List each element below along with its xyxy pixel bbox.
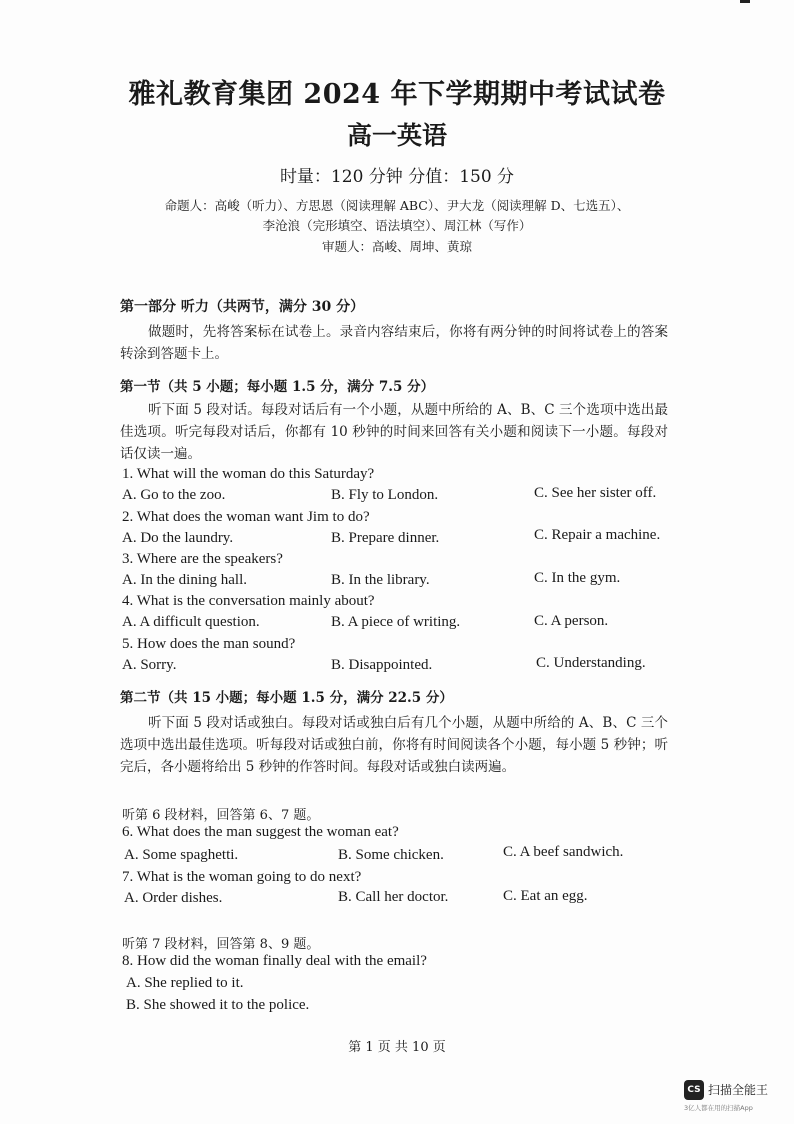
part1-instructions: 做题时，先将答案标在试卷上。录音内容结束后，你将有两分钟的时间将试卷上的答案转涂到答题卡上。: [120, 324, 668, 362]
question-5: 5. How does the man sound?: [122, 636, 296, 652]
question-3-option-b: B. In the library.: [331, 572, 430, 588]
question-8: 8. How did the woman finally deal with the email?: [122, 953, 427, 969]
question-2: 2. What does the woman want Jim to do?: [122, 509, 370, 525]
question-5-option-b: B. Disappointed.: [331, 657, 433, 673]
question-8-option-a: A. She replied to it.: [126, 975, 244, 991]
part1-heading: 第一部分 听力（共两节，满分 30 分）: [120, 299, 365, 315]
section2-instructions: 听下面 5 段对话或独白。每段对话或独白后有几个小题，从题中所给的 A、B、C 三个选项中选出最佳选项。听每段对话或独白前，你将有时间阅读各个小题，每小题 5 秒钟；听完后，各小题将给出 5 秒钟的作答时间。每段对话或独白读两遍。: [120, 715, 668, 775]
question-2-option-c: C. Repair a machine.: [534, 527, 661, 543]
group-7-label: 听第 7 段材料，回答第 8、9 题。: [122, 937, 320, 952]
question-1-option-c: C. See her sister off.: [534, 485, 657, 501]
question-3-option-c: C. In the gym.: [534, 570, 621, 586]
question-2-option-a: A. Do the laundry.: [122, 530, 234, 546]
question-6-option-b: B. Some chicken.: [338, 847, 444, 863]
question-5-option-a: A. Sorry.: [122, 657, 177, 673]
question-7-option-a: A. Order dishes.: [124, 890, 223, 906]
question-8-option-b: B. She showed it to the police.: [126, 997, 310, 1013]
section2-heading: 第二节（共 15 小题；每小题 1.5 分，满分 22.5 分）: [120, 690, 453, 706]
scanner-watermark: [684, 1080, 784, 1116]
scan-corner-mark: [740, 0, 750, 3]
scanner-logo-icon: CS: [684, 1080, 704, 1100]
question-4: 4. What is the conversation mainly about?: [122, 593, 375, 609]
question-1-option-b: B. Fly to London.: [331, 487, 439, 503]
group-6-label: 听第 6 段材料，回答第 6、7 题。: [122, 808, 320, 823]
setters-line-1: 命题人：高峻（听力）、方思恩（阅读理解 ABC）、尹大龙（阅读理解 D、七选五）、: [164, 198, 630, 213]
page-number: 第 1 页 共 10 页: [348, 1040, 446, 1055]
question-1: 1. What will the woman do this Saturday?: [122, 466, 375, 482]
question-4-option-b: B. A piece of writing.: [331, 614, 461, 630]
question-3-option-a: A. In the dining hall.: [122, 572, 247, 588]
scanner-tagline: 3亿人都在用的扫描App: [684, 1104, 753, 1112]
question-7-option-c: C. Eat an egg.: [503, 888, 588, 904]
question-2-option-b: B. Prepare dinner.: [331, 530, 440, 546]
question-3: 3. Where are the speakers?: [122, 551, 283, 567]
scanner-app-name: 扫描全能王: [708, 1083, 769, 1097]
question-7-option-b: B. Call her doctor.: [338, 889, 449, 905]
reviewers-line: 审题人：高峻、周坤、黄琼: [321, 239, 472, 254]
exam-title: 雅礼教育集团 2024 年下学期期中考试试卷: [128, 79, 666, 110]
section1-heading: 第一节（共 5 小题；每小题 1.5 分，满分 7.5 分）: [120, 379, 435, 395]
question-6: 6. What does the man suggest the woman eat?: [122, 824, 399, 840]
question-4-option-a: A. A difficult question.: [122, 614, 260, 630]
question-7: 7. What is the woman going to do next?: [122, 869, 362, 885]
question-1-option-a: A. Go to the zoo.: [122, 487, 226, 503]
time-and-score: 时量：120 分钟 分值：150 分: [279, 167, 515, 187]
question-5-option-c: C. Understanding.: [536, 655, 646, 671]
question-4-option-c: C. A person.: [534, 613, 609, 629]
exam-subject: 高一英语: [346, 121, 447, 150]
setters-line-2: 李沧浪（完形填空、语法填空）、周江林（写作）: [262, 218, 532, 233]
question-6-option-c: C. A beef sandwich.: [503, 844, 624, 860]
question-6-option-a: A. Some spaghetti.: [124, 847, 239, 863]
section1-instructions: 听下面 5 段对话。每段对话后有一个小题，从题中所给的 A、B、C 三个选项中选出最佳选项。听完每段对话后，你都有 10 秒钟的时间来回答有关小题和阅读下一小题。每段对话仅读一遍。: [120, 402, 668, 462]
